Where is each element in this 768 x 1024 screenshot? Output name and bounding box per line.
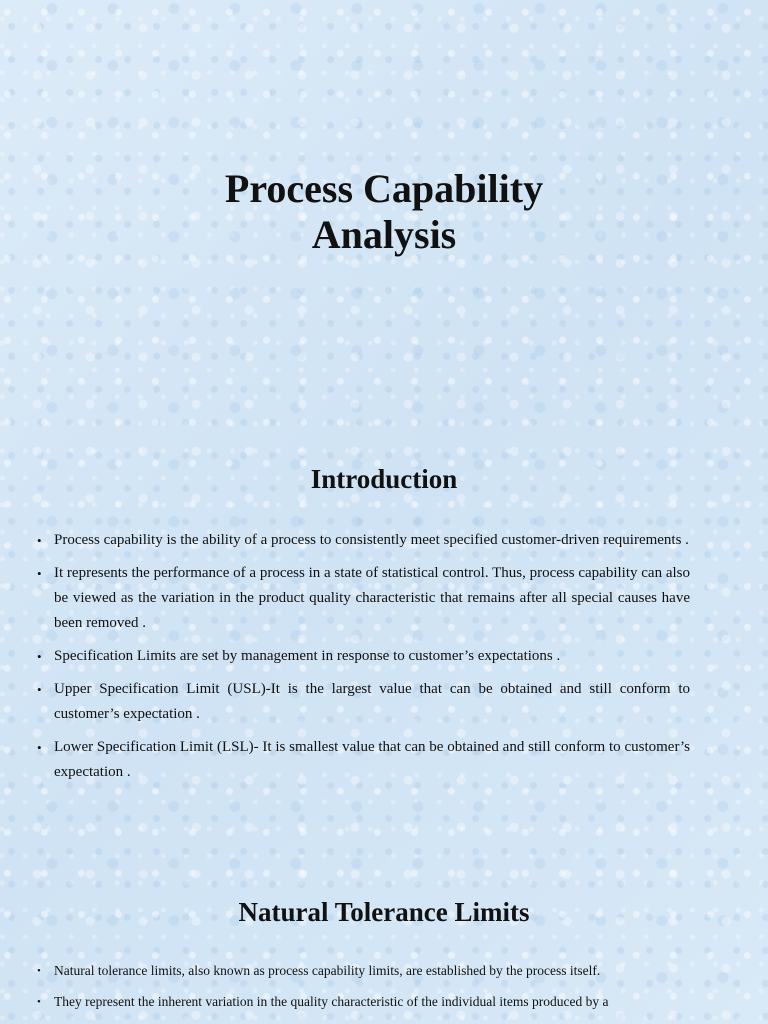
bullet-icon: • — [37, 682, 42, 697]
bullet-text: Natural tolerance limits, also known as process capability limits, are established by the process itself. — [54, 963, 601, 978]
bullet-text: Specification Limits are set by management in response to customer’s expectations . — [54, 648, 561, 664]
list-item — [37, 677, 690, 727]
title-line-2: Analysis — [311, 212, 457, 257]
list-item — [37, 561, 690, 636]
bullet-icon: • — [37, 996, 41, 1008]
bullet-text: Process capability is the ability of a process to consistently meet specified customer-driven requirements . — [54, 532, 689, 548]
introduction-heading: Introduction — [310, 464, 458, 494]
natural-tolerance-limits-heading: Natural Tolerance Limits — [238, 897, 530, 927]
natural-tolerance-bullet-list — [37, 960, 690, 1022]
bullet-icon: • — [37, 649, 42, 664]
list-item — [37, 644, 690, 669]
bullet-text: It represents the performance of a process in a state of statistical control. Thus, process capability can also be viewed as the variation in the product quality characteristic that remains after all special causes have been removed . — [54, 565, 690, 631]
bullet-text: Lower Specification Limit (LSL)- It is smallest value that can be obtained and still conform to customer’s expectation . — [54, 739, 690, 780]
bullet-text: Upper Specification Limit (USL)-It is the largest value that can be obtained and still conform to customer’s expectation . — [54, 681, 690, 722]
list-item — [37, 528, 690, 553]
introduction-bullet-list — [37, 528, 690, 793]
list-item — [37, 991, 690, 1013]
list-item — [37, 735, 690, 785]
bullet-icon: • — [37, 740, 42, 755]
bullet-icon: • — [37, 965, 41, 977]
bullet-text: They represent the inherent variation in the quality characteristic of the individual items produced by a — [54, 994, 609, 1009]
slide-title — [0, 166, 768, 258]
title-line-1: Process Capability — [224, 166, 544, 211]
list-item — [37, 960, 690, 982]
bullet-icon: • — [37, 566, 42, 581]
bullet-icon: • — [37, 533, 42, 548]
